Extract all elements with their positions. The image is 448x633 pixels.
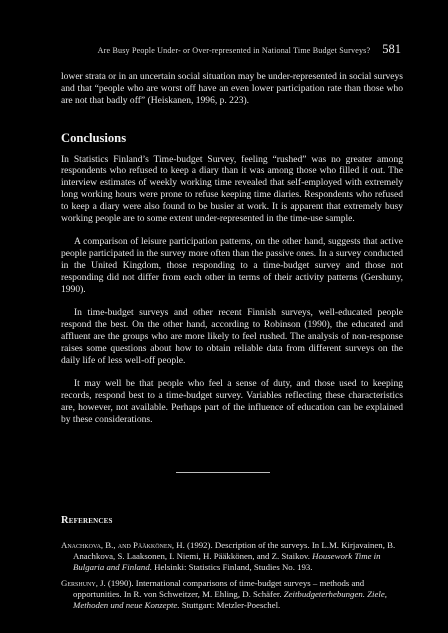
reference-item (61, 578, 403, 611)
reference-text: (1992). Description of the surveys. In L.M. Kirjavainen, B. Anachkova, S. Laaksonen, I. Niemi, H. Pääkkönen, and Z. Staikov. (73, 540, 396, 561)
references-heading: References (61, 515, 113, 526)
reference-item (61, 540, 403, 573)
reference-tail: Stuttgart: Metzler-Poeschel. (179, 599, 281, 610)
running-title: Are Busy People Under- or Over-represented in National Time Budget Surveys? (97, 46, 371, 55)
reference-tail: Helsinki: Statistics Finland, Studies No. 193. (151, 561, 313, 572)
reference-title: Zeitbudgeterhebungen. Ziele, Methoden und neue Konzepte. (73, 588, 387, 610)
conclusions-paragraph: A comparison of leisure participation patterns, on the other hand, suggests that active people participated in the survey more often than the passive ones. In a survey conducted in the United Kingdom, those responding to a time-budget survey and those not responding did not differ from each other in terms of their activity patterns (Gershuny, 1990). (61, 236, 403, 295)
intro-paragraph: lower strata or in an uncertain social situation may be under-represented in social surveys and that “people who are worst off have an even lower participation rate than those who are not that badly off” (Heiskanen, 1996, p. 223). (61, 71, 403, 106)
conclusions-paragraph: It may well be that people who feel a sense of duty, and those used to keeping records, respond best to a time-budget survey. Variables reflecting these characteristics are, however, not available. Perhaps part of the influence of education can be explained by these considerations. (61, 378, 403, 425)
section-divider (176, 472, 270, 473)
reference-authors: Anachkova, B., and Pääkkönen, H. (61, 540, 185, 550)
page-header (60, 42, 401, 57)
references-list (61, 540, 403, 615)
body-text (61, 71, 403, 426)
reference-text: (1990). International comparisons of time-budget surveys – methods and opportunities. In R. von Schweitzer, M. Ehling, D. Schäfer. (73, 577, 365, 599)
conclusions-paragraph: In time-budget surveys and other recent Finnish surveys, well-educated people respond the best. On the other hand, according to Robinson (1990), the educated and affluent are the groups who are more likely to feel rushed. The analysis of non-response raises some questions about how to obtain reliable data from different surveys on the daily life of less well-off people. (61, 307, 403, 366)
conclusions-paragraph: In Statistics Finland’s Time-budget Survey, feeling “rushed” was no greater among respondents who refused to keep a diary than it was among those who filled it out. The interview estimates of weekly working time revealed that self-employed with extremely long working hours were prone to refuse keeping time diaries. Respondents who refused to keep a diary were also found to be busier at work. It is apparent that extremely busy working people are to some extent under-represented in the time-use sample. (61, 153, 403, 224)
reference-title: Housework Time in Bulgaria and Finland. (73, 550, 381, 572)
reference-authors: Gershuny, J. (61, 577, 106, 588)
page-number: 581 (382, 42, 401, 56)
conclusions-heading: Conclusions (61, 130, 127, 145)
